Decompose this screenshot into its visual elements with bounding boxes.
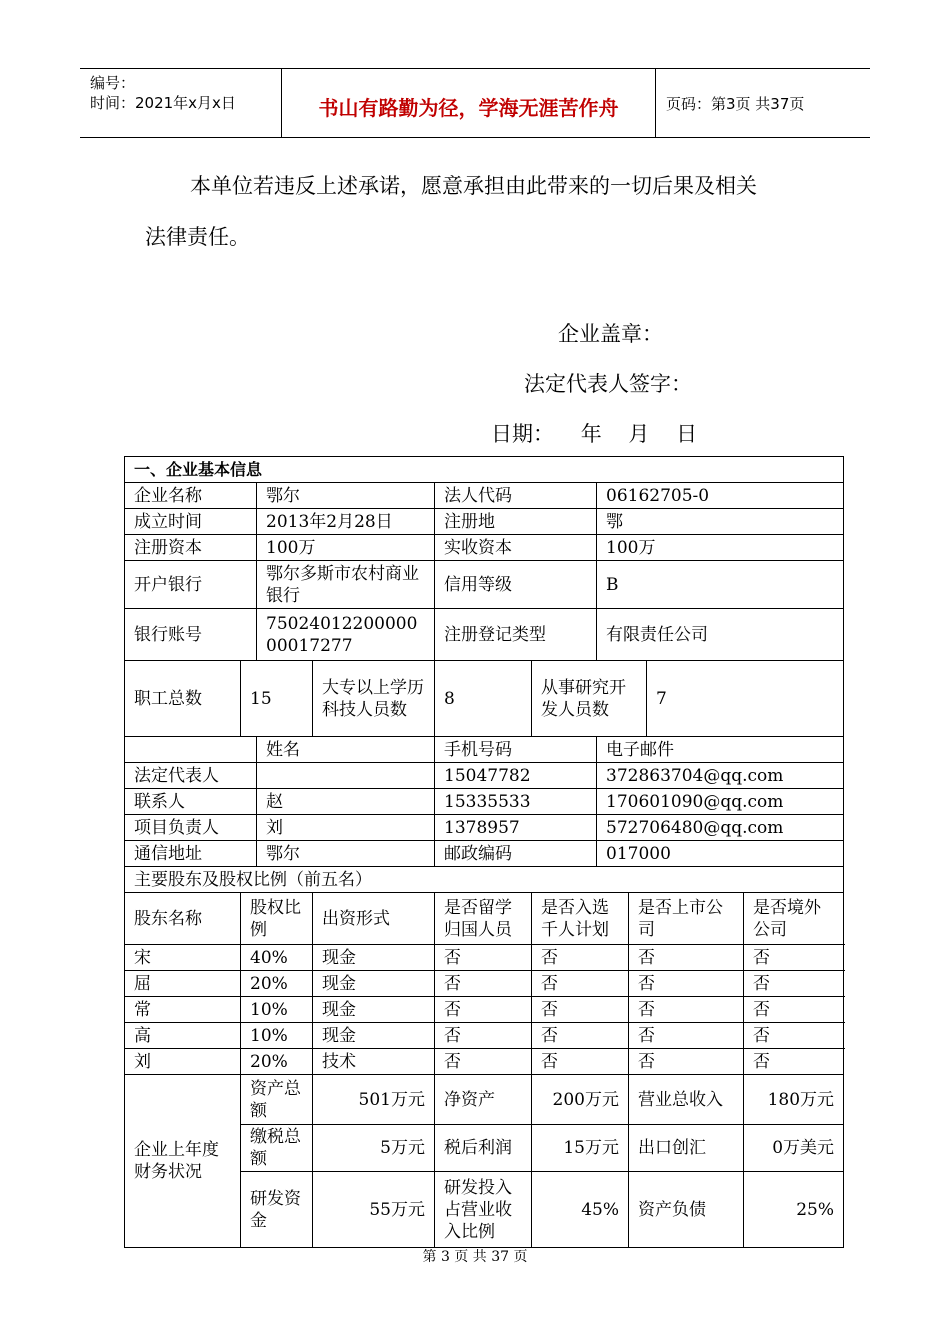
shareholder-talent: 否 (532, 971, 629, 997)
contact-role: 联系人 (125, 789, 257, 815)
export-label: 出口创汇 (629, 1125, 744, 1172)
shareholder-returnee: 否 (435, 1049, 532, 1075)
legal-code-label: 法人代码 (435, 483, 597, 509)
founded-value: 2013年2月28日 (257, 509, 435, 535)
legal-code-value: 06162705-0 (597, 483, 844, 509)
company-name-value: 鄂尔 (257, 483, 435, 509)
shareholder-returnee: 否 (435, 997, 532, 1023)
company-info-table (124, 456, 844, 1248)
shareholder-name: 屈 (125, 971, 241, 997)
revenue-label: 营业总收入 (629, 1075, 744, 1125)
shareholder-header-row (125, 893, 844, 945)
reg-capital-value: 100万 (257, 535, 435, 561)
total-assets-value: 501万元 (313, 1075, 435, 1125)
shareholder-row (125, 971, 844, 997)
address-value: 鄂尔 (257, 841, 435, 867)
paid-capital-value: 100万 (597, 535, 844, 561)
contact-phone: 1378957 (435, 815, 597, 841)
profit-label: 税后利润 (435, 1125, 532, 1172)
shareholder-name: 高 (125, 1023, 241, 1049)
export-value: 0万美元 (744, 1125, 844, 1172)
staff-value: 15 (241, 661, 313, 737)
page-footer: 第 3 页 共 37 页 (422, 1249, 528, 1265)
doc-time-label: 时间：2021年x月x日 (90, 94, 236, 112)
founded-label: 成立时间 (125, 509, 257, 535)
contact-phone: 15047782 (435, 763, 597, 789)
account-label: 银行账号 (125, 609, 257, 661)
shareholder-form: 现金 (313, 997, 435, 1023)
shareholder-ratio: 10% (241, 1023, 313, 1049)
shareholder-overseas: 否 (744, 945, 844, 971)
header-motto: 书山有路勤为径，学海无涯苦作舟 (318, 96, 619, 120)
shareholder-header: 是否境外公司 (744, 893, 844, 945)
shareholder-overseas: 否 (744, 1023, 844, 1049)
shareholder-row (125, 945, 844, 971)
legal-rep-signature-label: 法定代表人签字： (524, 372, 692, 396)
net-assets-value: 200万元 (532, 1075, 629, 1125)
shareholder-ratio: 20% (241, 971, 313, 997)
contact-email: 372863704@qq.com (597, 763, 844, 789)
rd-ratio-label: 研发投入占营业收入比例 (435, 1172, 532, 1248)
contact-header-blank (125, 737, 257, 763)
net-assets-label: 净资产 (435, 1075, 532, 1125)
doc-number-label: 编号： (90, 74, 136, 92)
shareholder-form: 技术 (313, 1049, 435, 1075)
shareholder-name: 刘 (125, 1049, 241, 1075)
company-name-label: 企业名称 (125, 483, 257, 509)
page-header (80, 68, 870, 138)
shareholder-form: 现金 (313, 1023, 435, 1049)
shareholder-talent: 否 (532, 1023, 629, 1049)
shareholder-talent: 否 (532, 997, 629, 1023)
shareholder-returnee: 否 (435, 945, 532, 971)
contact-row (125, 815, 844, 841)
address-label: 通信地址 (125, 841, 257, 867)
shareholder-returnee: 否 (435, 971, 532, 997)
contact-role: 法定代表人 (125, 763, 257, 789)
bank-value: 鄂尔多斯市农村商业银行 (257, 561, 435, 609)
shareholder-name: 宋 (125, 945, 241, 971)
contact-role: 项目负责人 (125, 815, 257, 841)
college-staff-value: 8 (435, 661, 532, 737)
contact-phone: 15335533 (435, 789, 597, 815)
shareholder-listed: 否 (629, 971, 744, 997)
rd-ratio-value: 45% (532, 1172, 629, 1248)
paid-capital-label: 实收资本 (435, 535, 597, 561)
total-assets-label: 资产总额 (241, 1075, 313, 1125)
shareholder-listed: 否 (629, 997, 744, 1023)
rd-staff-value: 7 (647, 661, 844, 737)
shareholder-listed: 否 (629, 1023, 744, 1049)
shareholder-overseas: 否 (744, 1049, 844, 1075)
company-seal-label: 企业盖章： (558, 322, 663, 346)
revenue-value: 180万元 (744, 1075, 844, 1125)
account-value: 7502401220000000017277 (257, 609, 435, 661)
shareholder-form: 现金 (313, 971, 435, 997)
contact-header-name: 姓名 (257, 737, 435, 763)
postcode-label: 邮政编码 (435, 841, 597, 867)
rd-fund-label: 研发资金 (241, 1172, 313, 1248)
shareholder-ratio: 40% (241, 945, 313, 971)
shareholder-name: 常 (125, 997, 241, 1023)
reg-place-value: 鄂 (597, 509, 844, 535)
shareholder-returnee: 否 (435, 1023, 532, 1049)
shareholder-form: 现金 (313, 945, 435, 971)
shareholder-header: 是否上市公司 (629, 893, 744, 945)
shareholder-talent: 否 (532, 945, 629, 971)
bank-label: 开户银行 (125, 561, 257, 609)
commitment-text-line2: 法律责任。 (145, 225, 250, 249)
shareholder-listed: 否 (629, 945, 744, 971)
shareholder-ratio: 20% (241, 1049, 313, 1075)
credit-value: B (597, 561, 844, 609)
finance-label: 企业上年度财务状况 (125, 1075, 241, 1248)
shareholders-title: 主要股东及股权比例（前五名） (125, 867, 844, 893)
debt-label: 资产负债 (629, 1172, 744, 1248)
contact-header-phone: 手机号码 (435, 737, 597, 763)
profit-value: 15万元 (532, 1125, 629, 1172)
header-meta (90, 73, 236, 113)
shareholder-header: 股权比例 (241, 893, 313, 945)
contact-name: 刘 (257, 815, 435, 841)
commitment-text-line1: 本单位若违反上述承诺，愿意承担由此带来的一切后果及相关 (190, 174, 757, 198)
contact-row (125, 789, 844, 815)
shareholder-row (125, 1049, 844, 1075)
shareholder-listed: 否 (629, 1049, 744, 1075)
shareholder-header: 是否留学归国人员 (435, 893, 532, 945)
shareholder-header: 股东名称 (125, 893, 241, 945)
contact-name: 赵 (257, 789, 435, 815)
tax-value: 5万元 (313, 1125, 435, 1172)
shareholder-header: 出资形式 (313, 893, 435, 945)
shareholder-row (125, 1023, 844, 1049)
rd-staff-label: 从事研究开发人员数 (532, 661, 647, 737)
shareholder-row (125, 997, 844, 1023)
rd-fund-value: 55万元 (313, 1172, 435, 1248)
reg-capital-label: 注册资本 (125, 535, 257, 561)
header-divider (655, 69, 656, 137)
staff-label: 职工总数 (125, 661, 241, 737)
debt-value: 25% (744, 1172, 844, 1248)
reg-type-value: 有限责任公司 (597, 609, 844, 661)
header-page-number: 页码：第3页 共37页 (666, 95, 805, 113)
contact-email: 170601090@qq.com (597, 789, 844, 815)
college-staff-label: 大专以上学历科技人员数 (313, 661, 435, 737)
date-label: 日期： 年 月 日 (491, 422, 698, 446)
section-title: 一、企业基本信息 (125, 457, 844, 483)
shareholder-talent: 否 (532, 1049, 629, 1075)
tax-label: 缴税总额 (241, 1125, 313, 1172)
shareholder-header: 是否入选千人计划 (532, 893, 629, 945)
contact-row (125, 763, 844, 789)
postcode-value: 017000 (597, 841, 844, 867)
contact-email: 572706480@qq.com (597, 815, 844, 841)
contact-header-email: 电子邮件 (597, 737, 844, 763)
shareholder-ratio: 10% (241, 997, 313, 1023)
shareholder-overseas: 否 (744, 971, 844, 997)
reg-type-label: 注册登记类型 (435, 609, 597, 661)
reg-place-label: 注册地 (435, 509, 597, 535)
credit-label: 信用等级 (435, 561, 597, 609)
shareholder-overseas: 否 (744, 997, 844, 1023)
contact-name (257, 763, 435, 789)
